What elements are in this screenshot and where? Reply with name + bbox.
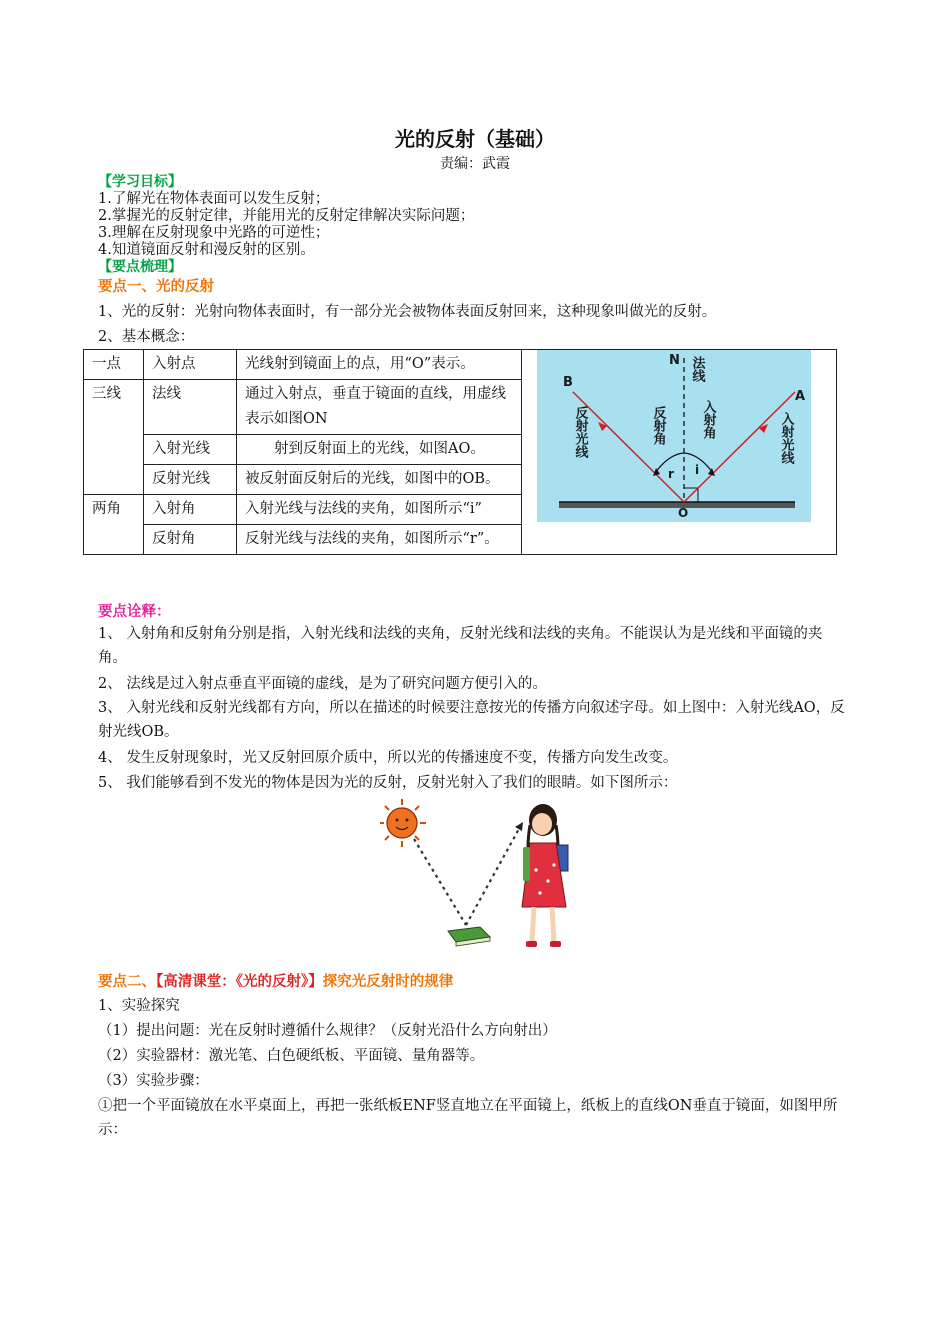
table-cell-term: 入射点 [144,350,237,380]
light-arrow [515,822,523,831]
label-B: B [563,375,573,390]
table-cell-desc: 射到反射面上的光线，如图AO。 [237,435,522,465]
table-cell-term: 入射光线 [144,435,237,465]
table-cell-term: 反射光线 [144,465,237,495]
point2-heading-suffix: 探究光反射时的规律 [322,974,454,990]
point1-concepts-label: 2、基本概念： [98,329,195,345]
table-cell-group: 一点 [84,350,144,380]
label-reflect-angle: 反射角 [650,406,666,445]
summary-heading: 【要点梳理】 [98,259,182,275]
objective-item: 1.了解光在物体表面可以发生反射； [98,191,330,207]
table-cell-group: 三线 [84,380,144,495]
book-icon [448,927,490,946]
table-cell-desc: 通过入射点，垂直于镜面的直线，用虚线表示如图ON [237,380,522,435]
reflected-light-path [466,827,520,925]
table-cell-desc: 反射光线与法线的夹角，如图所示“r”。 [237,525,522,555]
objective-item: 4.知道镜面反射和漫反射的区别。 [98,242,315,258]
note-item: 5、 我们能够看到不发光的物体是因为光的反射，反射光射入了我们的眼睛。如下图所示： [98,775,678,791]
reflection-diagram [537,350,811,522]
label-r: r [668,467,674,481]
table-cell-term: 入射角 [144,495,237,525]
table-cell-desc: 入射光线与法线的夹角，如图所示“i” [237,495,522,525]
note-item: 1、 入射角和反射角分别是指，入射光线和法线的夹角，反射光线和法线的夹角。不能误认为是光线和平面镜的夹角。 [98,626,823,666]
author-line: 责编：武霞 [440,156,510,172]
label-O: O [678,506,689,520]
point2-heading-prefix: 要点二、 [98,974,156,990]
objectives-heading: 【学习目标】 [98,174,182,190]
table-cell-desc: 光线射到镜面上的点，用“O”表示。 [237,350,522,380]
objective-item: 2.掌握光的反射定律，并能用光的反射定律解决实际问题； [98,208,475,224]
table-cell-group: 两角 [84,495,144,555]
label-normal: 法线 [689,356,705,382]
point2-heading [98,970,850,994]
label-reflect-ray: 反射光线 [572,406,588,458]
label-incident-ray: 入射光线 [778,412,794,464]
point2-heading-link[interactable]: 【高清课堂：《光的反射》】 [156,974,323,990]
incident-light-path [414,839,466,925]
point2-item: （3）实验步骤： [98,1073,209,1089]
objective-item: 3.理解在反射现象中光路的可逆性； [98,225,330,241]
label-i: i [695,463,700,477]
point2-item: （2）实验器材：激光笔、白色硬纸板、平面镜、量角器等。 [98,1048,485,1064]
note-item: 2、 法线是过入射点垂直平面镜的虚线，是为了研究问题方便引入的。 [98,676,547,692]
point2-item: （1）提出问题：光在反射时遵循什么规律？（反射光沿什么方向射出） [98,1023,557,1039]
sun-icon [380,799,426,847]
table-cell-term: 反射角 [144,525,237,555]
point1-heading: 要点一、光的反射 [98,279,214,295]
notes-heading: 要点诠释： [98,604,171,620]
label-incident-angle: 入射角 [700,400,716,439]
page-title: 光的反射（基础） [395,127,555,151]
note-item: 3、 入射光线和反射光线都有方向，所以在描述的时候要注意按光的传播方向叙述字母。如上图中：入射光线AO，反射光线OB。 [98,700,845,740]
girl-figure [522,804,568,947]
reflection-illustration [380,795,575,960]
point2-item: 1、实验探究 [98,998,180,1014]
table-cell-desc: 被反射面反射后的光线，如图中的OB。 [237,465,522,495]
label-N: N [669,353,680,368]
objectives-section [98,174,848,276]
point2-item: ①把一个平面镜放在水平桌面上，再把一张纸板ENF竖直地立在平面镜上，纸板上的直线ON垂直于镜面，如图甲所示： [98,1098,838,1138]
table-cell-term: 法线 [144,380,237,435]
mirror-surface [559,502,795,508]
note-item: 4、 发生反射现象时，光又反射回原介质中，所以光的传播速度不变，传播方向发生改变。 [98,750,678,766]
point1-paragraph: 1、光的反射：光射向物体表面时，有一部分光会被物体表面反射回来，这种现象叫做光的反射。 [98,304,717,320]
label-A: A [795,389,806,404]
